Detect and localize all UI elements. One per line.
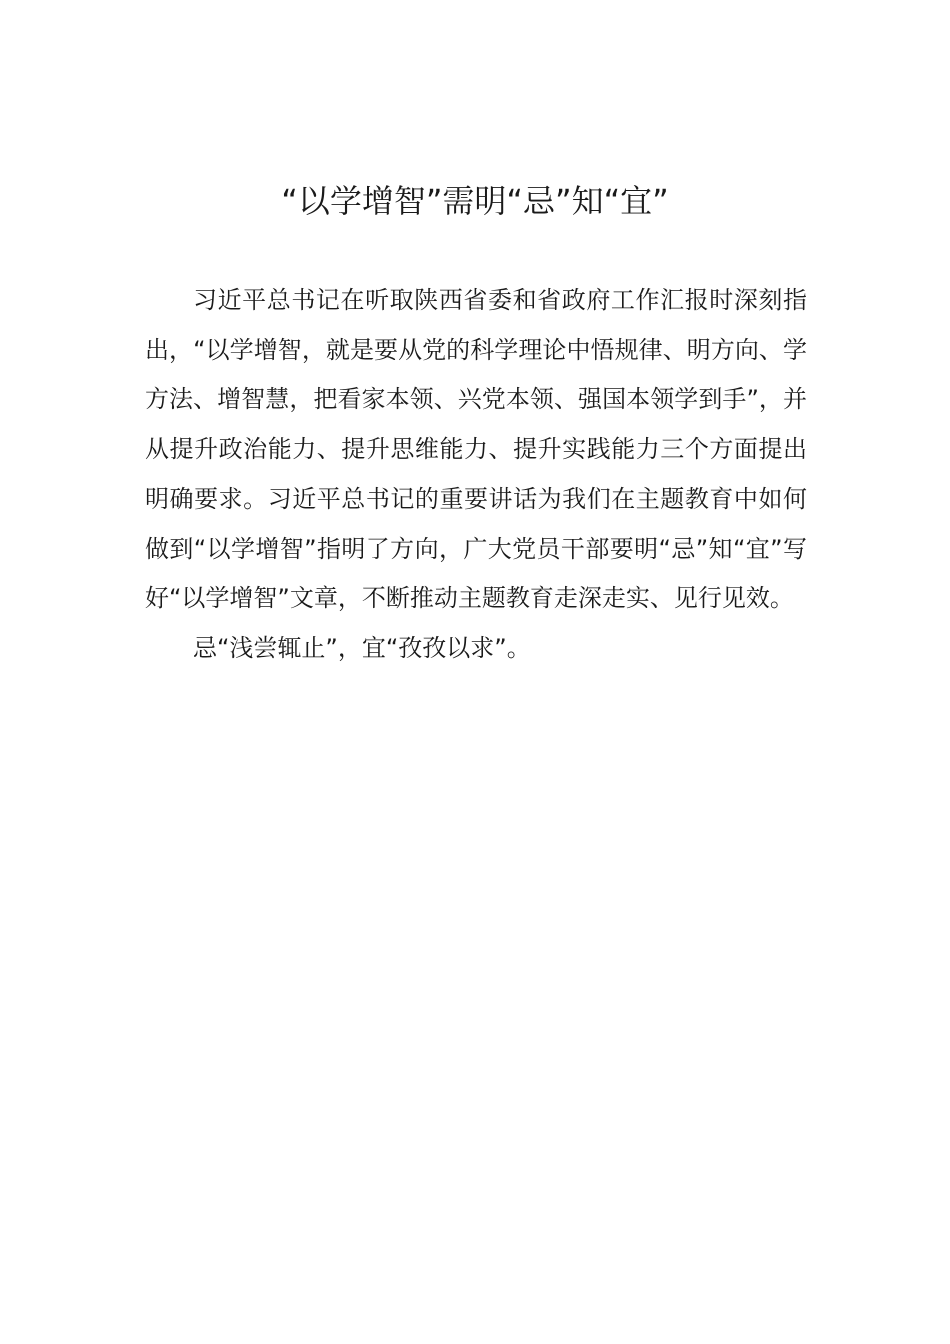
document-body	[145, 276, 807, 674]
body-paragraph-intro: 习近平总书记在听取陕西省委和省政府工作汇报时深刻指出，“以学增智，就是要从党的科学理论中悟规律、明方向、学方法、增智慧，把看家本领、兴党本领、强国本领学到手”，并从提升政治能力、提升思维能力、提升实践能力三个方面提出明确要求。习近平总书记的重要讲话为我们在主题教育中如何做到“以学增智”指明了方向，广大党员干部要明“忌”知“宜”写好“以学增智”文章，不断推动主题教育走深走实、见行见效。	[145, 286, 807, 613]
body-paragraph-subheading: 忌“浅尝辄止”，宜“孜孜以求”。	[193, 633, 531, 662]
document-title: “以学增智”需明“忌”知“宜”	[281, 182, 669, 220]
